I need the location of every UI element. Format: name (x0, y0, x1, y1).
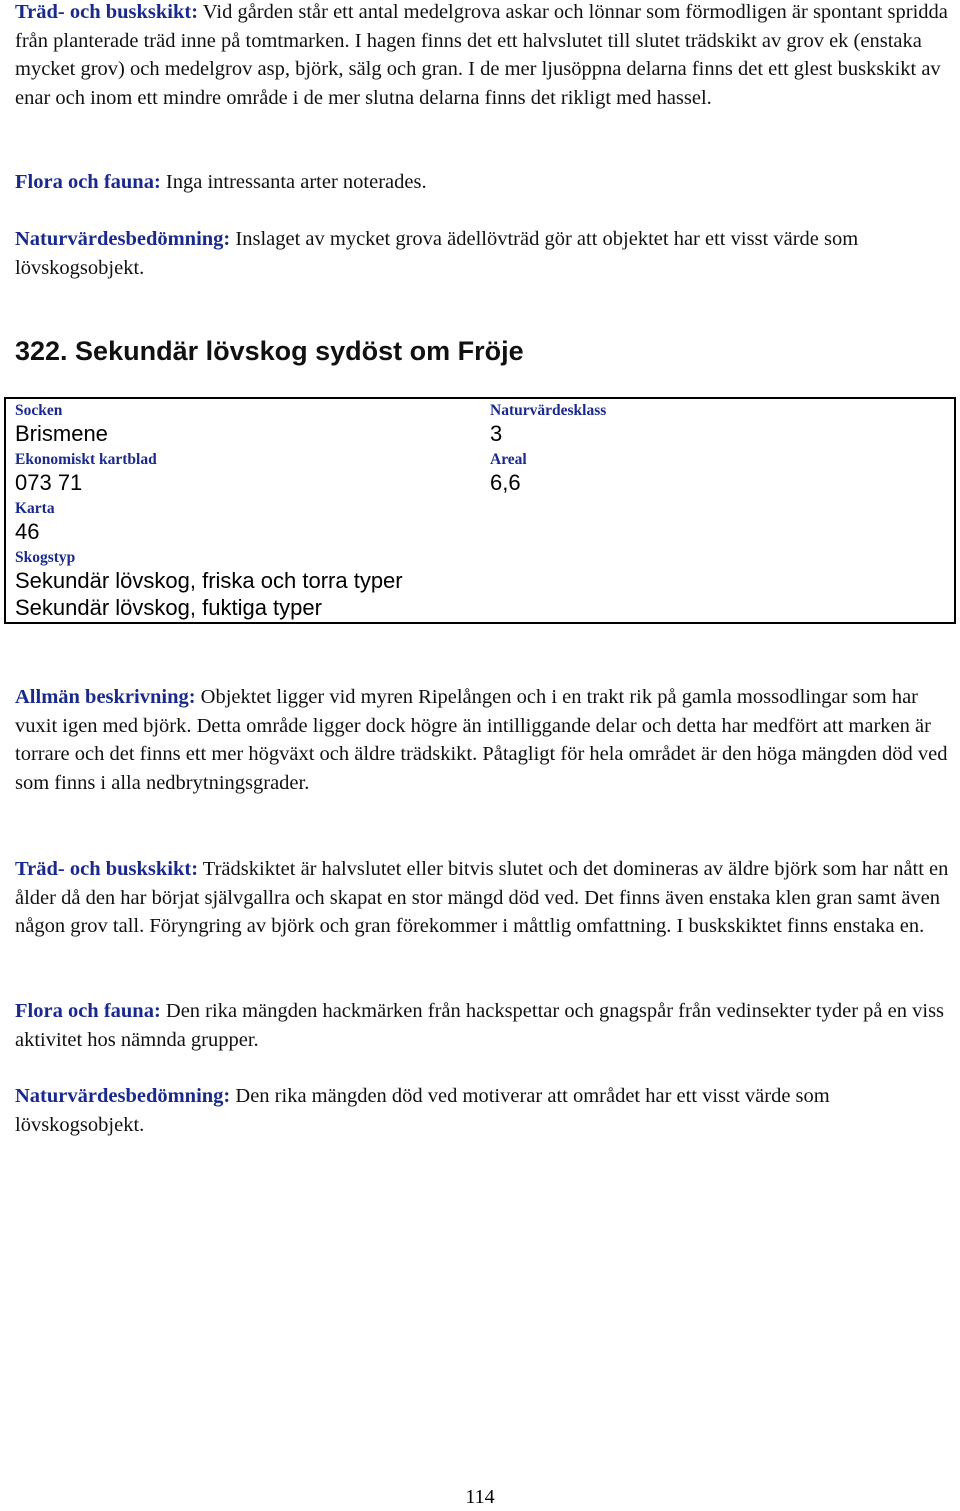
naturvardesklass-label: Naturvärdesklass (490, 402, 607, 419)
karta-field (15, 500, 55, 545)
skogstyp-field (15, 549, 403, 621)
kartblad-field (15, 451, 157, 496)
page-number: 114 (465, 1486, 495, 1508)
section-text: Vid gården står ett antal medelgrova askar och lönnar som förmodligen är spontant spridda från planterade träd inne på tomtmarken. I hagen finns det ett halvslutet till slutet trädskikt av grov ek (enstaka mycket grov) och medelgrov asp, björk, sälg och gran. I de mer ljusöppna delarna finns det ett glest buskskikt av enar och inom ett mindre område i de mer slutna delarna finns det rikligt med hassel. (15, 1, 948, 109)
karta-value: 46 (15, 519, 40, 544)
object-info-box (4, 397, 956, 624)
paragraph-naturvarde (15, 1082, 950, 1139)
section-text: Inslaget av mycket grova ädellövträd gör att objektet har ett visst värde som lövskogsobjekt. (15, 228, 859, 279)
socken-value: Brismene (15, 421, 108, 446)
kartblad-label: Ekonomiskt kartblad (15, 451, 157, 468)
section-text: Den rika mängden död ved motiverar att området har ett visst värde som lövskogsobjekt. (15, 1085, 830, 1136)
areal-field (490, 451, 527, 496)
section-text: Den rika mängden hackmärken från hackspettar och gnagspår från vedinsekter tyder på en viss aktivitet hos nämnda grupper. (15, 1000, 945, 1051)
section-text: Trädskiktet är halvslutet eller bitvis slutet och det domineras av äldre björk som har nått en ålder då den har börjat självgallra och skapat en stor mängd död ved. Det finns även enstaka klen gran samt även någon grov tall. Föryngring av björk och gran förekommer i måttlig omfattning. I buskskiktet finns enstaka en. (15, 858, 949, 937)
section-label: Allmän beskrivning: (15, 686, 196, 708)
karta-label: Karta (15, 500, 55, 517)
paragraph-trad-buskskikt-top (15, 0, 950, 112)
skogstyp-label: Skogstyp (15, 549, 76, 566)
section-text: Inga intressanta arter noterades. (160, 171, 427, 193)
naturvardesklass-field (490, 402, 606, 447)
skogstyp-value: Sekundär lövskog, friska och torra typer (15, 568, 403, 593)
areal-label: Areal (490, 451, 527, 468)
section-label: Träd- och buskskikt: (15, 1, 199, 23)
paragraph-naturvarde-top (15, 225, 950, 282)
paragraph-flora-fauna (15, 997, 950, 1054)
naturvardesklass-value: 3 (490, 421, 503, 446)
areal-value: 6,6 (490, 470, 521, 495)
paragraph-flora-fauna-top (15, 168, 950, 197)
section-text: Objektet ligger vid myren Ripelången och i en trakt rik på gamla mossodlingar som har vuxit igen med björk. Detta område ligger dock högre än intilliggande delar och detta har medfört att marken är torrare och det finns ett mer högväxt och äldre trädskikt. Påtagligt för hela området är den höga mängden död ved som finns i alla nedbrytningsgrader. (15, 686, 948, 794)
socken-field (15, 402, 108, 447)
object-title: 322. Sekundär lövskog sydöst om Fröje (15, 336, 524, 366)
section-label: Flora och fauna: (15, 1000, 161, 1022)
section-label: Naturvärdesbedömning: (15, 1085, 231, 1107)
section-label: Träd- och buskskikt: (15, 858, 199, 880)
skogstyp-value: Sekundär lövskog, fuktiga typer (15, 595, 322, 620)
section-label: Flora och fauna: (15, 171, 161, 193)
paragraph-allman-beskrivning (15, 683, 950, 797)
socken-label: Socken (15, 402, 63, 419)
section-label: Naturvärdesbedömning: (15, 228, 231, 250)
paragraph-trad-buskskikt (15, 855, 950, 941)
kartblad-value: 073 71 (15, 470, 83, 495)
